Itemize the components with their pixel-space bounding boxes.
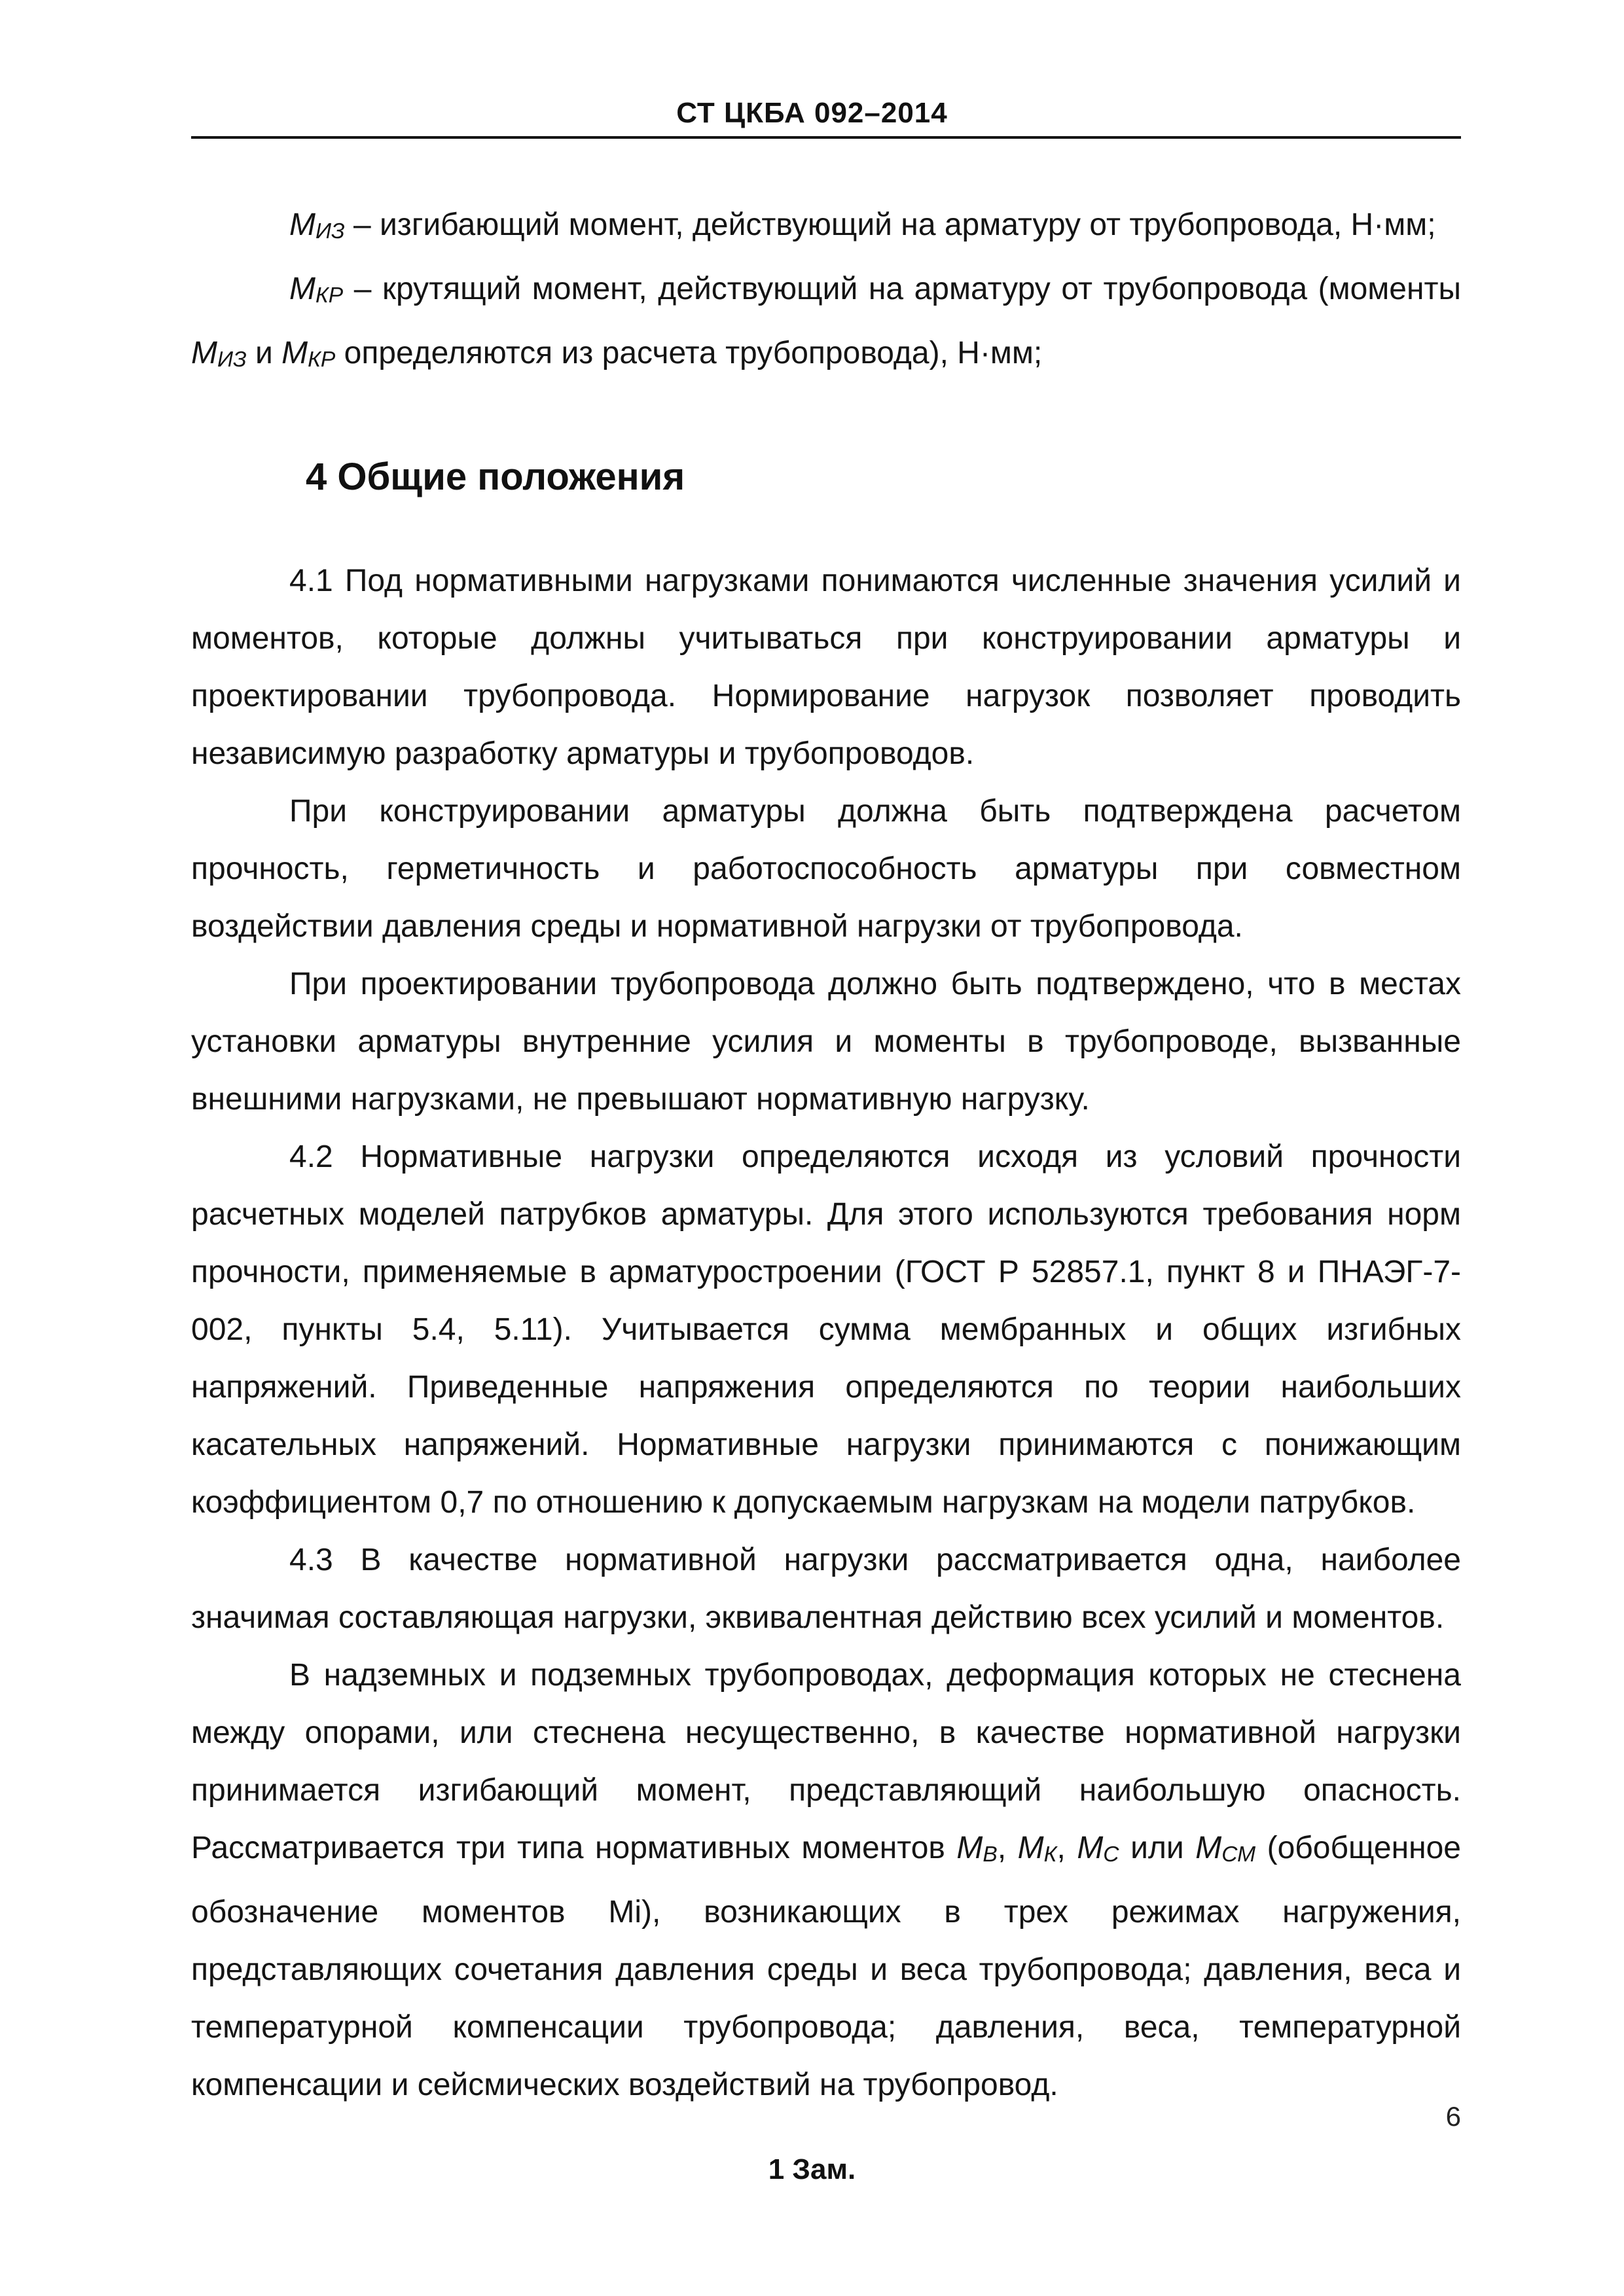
definition-text: – изгибающий момент, действующий на арматуру от трубопровода, Н·мм; (344, 207, 1436, 242)
clause-4-3-paragraph-2 (191, 1647, 1461, 2114)
definition-text: определяются из расчета трубопровода), Н·мм; (335, 336, 1043, 371)
separator-text: , (1056, 1831, 1077, 1866)
clause-4-1-paragraph-3: При проектировании трубопровода должно быть подтверждено, что в местах установки арматуры внутренние усилия и моменты в трубопроводе, вызванные внешними нагрузками, не превышают нормативную нагрузку. (191, 967, 1461, 1117)
definition-m-iz (191, 196, 1461, 260)
symbol-subscript: СМ (1221, 1842, 1256, 1867)
clause-4-1: 4.1 Под нормативными нагрузками понимаются численные значения усилий и моментов, которые должны учитываться при конструировании арматуры и проектировании трубопровода. Нормирование нагрузок позволяет проводить независимую разработку арматуры и трубопроводов. (191, 564, 1461, 772)
page-number: 6 (1445, 2101, 1461, 2132)
clause-4-3: 4.3 В качестве нормативной нагрузки рассматривается одна, наиболее значимая составляющая нагрузки, эквивалентная действию всех усилий и моментов. (191, 1543, 1461, 1636)
symbol-m-kr (289, 272, 343, 306)
symbol-letter: М (281, 336, 308, 371)
symbol-m-iz (289, 207, 345, 242)
symbol-letter: М (191, 336, 217, 371)
symbol-letter: М (956, 1831, 983, 1866)
symbol-letter: М (289, 272, 316, 307)
document-header-title: СТ ЦКБА 092–2014 (676, 97, 948, 129)
clause-4-2: 4.2 Нормативные нагрузки определяются исходя из условий прочности расчетных моделей патрубков арматуры. Для этого используются требования норм прочности, применяемые в арматуростроении (ГОСТ Р 52857.1, пункт 8 и ПНАЭГ-7-002, пункты 5.4, 5.11). Учитывается сумма мембранных и общих изгибных напряжений. Приведенные напряжения определяются по теории наибольших касательных напряжений. Нормативные нагрузки принимаются с понижающим коэффициентом 0,7 по отношению к допускаемым нагрузкам на модели патрубков. (191, 1139, 1461, 1520)
symbol-m-k (1018, 1831, 1057, 1865)
clause-text: (обобщенное обозначение моментов Mi), возникающих в трех режимах нагружения, представляющих сочетания давления среды и веса трубопровода; давления, веса и температурной компенсации трубопровода; давления, веса, температурной компенсации и сейсмических воздействий на трубопровод. (191, 1831, 1461, 2103)
separator-text: , (997, 1831, 1018, 1866)
symbol-letter: М (1017, 1831, 1044, 1866)
symbol-m-c (1077, 1831, 1119, 1865)
symbol-subscript: КР (315, 283, 344, 308)
change-note: 1 Зам. (768, 2153, 856, 2185)
clause-text: В надземных и подземных трубопроводах, деформация которых не стеснена между опорами, или стеснена несущественно, в качестве нормативной нагрузки принимается изгибающий момент, представляющий наибольшую опасность. Рассматривается три типа нормативных моментов (191, 1658, 1461, 1866)
symbol-m-cm (1195, 1831, 1255, 1865)
definition-m-kr (191, 260, 1461, 389)
symbol-m-iz (191, 336, 247, 370)
symbol-subscript: К (1043, 1842, 1057, 1867)
symbol-letter: М (1077, 1831, 1104, 1866)
symbol-m-kr (281, 336, 335, 370)
symbol-letter: М (289, 207, 316, 242)
symbol-subscript: С (1103, 1842, 1119, 1867)
symbol-m-b (956, 1831, 997, 1865)
document-body (191, 196, 1461, 2114)
conjunction-text: или (1119, 1831, 1196, 1866)
conjunction-text: и (246, 336, 282, 371)
section-title: 4 Общие положения (306, 456, 685, 499)
definition-text: – крутящий момент, действующий на арматуру от трубопровода (моменты (343, 272, 1461, 307)
header-rule (191, 136, 1461, 139)
clause-4-1-paragraph-2: При конструировании арматуры должна быть подтверждена расчетом прочность, герметичность и работоспособность арматуры при совместном воздействии давления среды и нормативной нагрузки от трубопровода. (191, 794, 1461, 944)
symbol-subscript: ИЗ (315, 219, 345, 244)
symbol-letter: М (1195, 1831, 1222, 1866)
symbol-subscript: В (983, 1842, 998, 1867)
symbol-subscript: ИЗ (217, 348, 247, 372)
symbol-subscript: КР (308, 348, 336, 372)
